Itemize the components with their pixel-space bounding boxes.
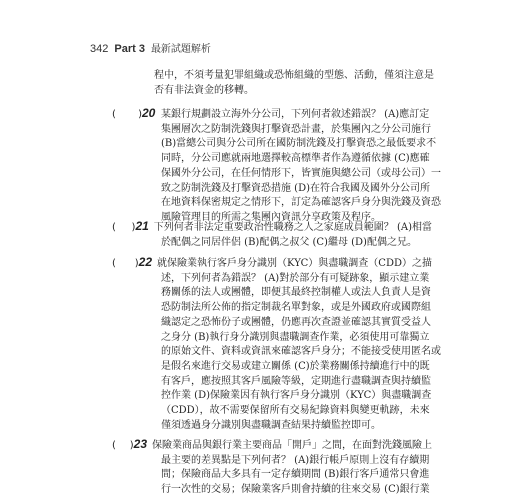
question-line: 務關係的法人或團體，即便其最終控制權人或法人負責人是資 [161,287,431,299]
question-first-line: 保險業商品與銀行業主要商品「開戶」之間，在面對洗錢風險上 [152,440,432,451]
question-line: 的原始文件、資料或資訊來確認客戶身分；不能接受使用匿名或 [161,346,441,358]
question-line: 風險管理目的所需之集團內資訊分享政策及程序。 [161,211,381,223]
question-number: 20 [142,106,156,120]
question-line: 恐防制法所公佈的指定制裁名單對象，或是外國政府或國際組 [161,302,431,314]
page-number: 342 [90,43,109,55]
answer-blank: ( ) [112,222,136,233]
question-line: 織認定之恐怖份子或團體，仍應再次查證並確認其實質受益人 [161,316,431,328]
question-line: （CDD），故不需要保留所有交易紀錄資料與變更軌跡，未來 [161,405,430,417]
question-line: 保國外分公司，在任何情形下，皆實施與總公司（或母公司）一 [161,167,441,179]
continuation-text [154,69,434,98]
question-line: 間；保險商品大多具有一定存續期間 (B)銀行客戶通常只會進 [161,469,430,481]
page-header [90,40,211,55]
question-line: 述，下列何者為錯誤？ (A)對於部分有可疑跡象，顯示建立業 [161,272,430,284]
question-line: 集團層次之防制洗錢與打擊資恐計畫，於集團內之分公司施行 [161,123,431,135]
question-22 [112,255,441,433]
question-21 [112,219,432,250]
question-line: 同時，分公司應就兩地選擇較高標準者作為遵循依據 (C)應確 [161,153,430,165]
question-line: 致之防制洗錢及打擊資恐措施 (D)在符合我國及國外分公司所 [161,182,430,194]
question-20 [112,106,441,226]
question-line: 是假名來進行交易或建立關係 (C)於業務關係持續進行中的既 [161,360,430,372]
part-label: Part 3 [114,43,145,55]
question-line: 控作業 (D)保險業因有執行客戶身分識別（KYC）與盡職調查 [161,390,432,402]
question-line: 於配偶之同居伴侶 (B)配偶之叔父 (C)繼母 (D)配偶之兄。 [161,236,417,248]
text-line: 程中，不須考量犯罪組織或恐怖組織的型態、活動，僅須注意是 [154,70,434,81]
question-line: 最主要的差異點是下列何者？ (A)銀行帳戶原則上沒有存續期 [161,454,430,466]
question-line: 在地資料保密規定之情形下，訂定為確認客戶身分與洗錢及資恐 [161,197,441,209]
question-number: 23 [133,437,147,451]
question-first-line: 就保險業執行客戶身分識別（KYC）與盡職調查（CDD）之描 [157,258,432,269]
text-line: 否有非法資金的移轉。 [154,84,254,96]
question-line: 行一次性的交易；保險業客戶則會持續的往來交易 (C)銀行業 [161,484,430,496]
question-line: 之身分 (B)執行身分識別與盡職調查作業，必須使用可靠獨立 [161,331,430,343]
question-number: 22 [138,255,153,269]
question-first-line: 下列何者非法定重要政治性職務之人之家庭成員範圍？ (A)相當 [153,222,432,233]
section-title: 最新試題解析 [150,44,211,55]
question-line: 僅須透過身分識別與盡職調查結果持續監控即可。 [161,419,381,431]
answer-blank: ( ) [112,440,134,451]
question-23 [112,437,432,498]
answer-blank: ( ) [112,109,142,120]
question-line: 有客戶，應按照其客戶風險等級，定期進行盡職調查與持續監 [161,375,431,387]
question-number: 21 [135,219,149,233]
answer-blank: ( ) [112,258,139,269]
question-first-line: 某銀行規劃設立海外分公司，下列何者敘述錯誤？ (A)應訂定 [161,109,430,120]
question-line: (B)當總公司與分公司所在國防制洗錢及打擊資恐之最低要求不 [161,138,437,150]
